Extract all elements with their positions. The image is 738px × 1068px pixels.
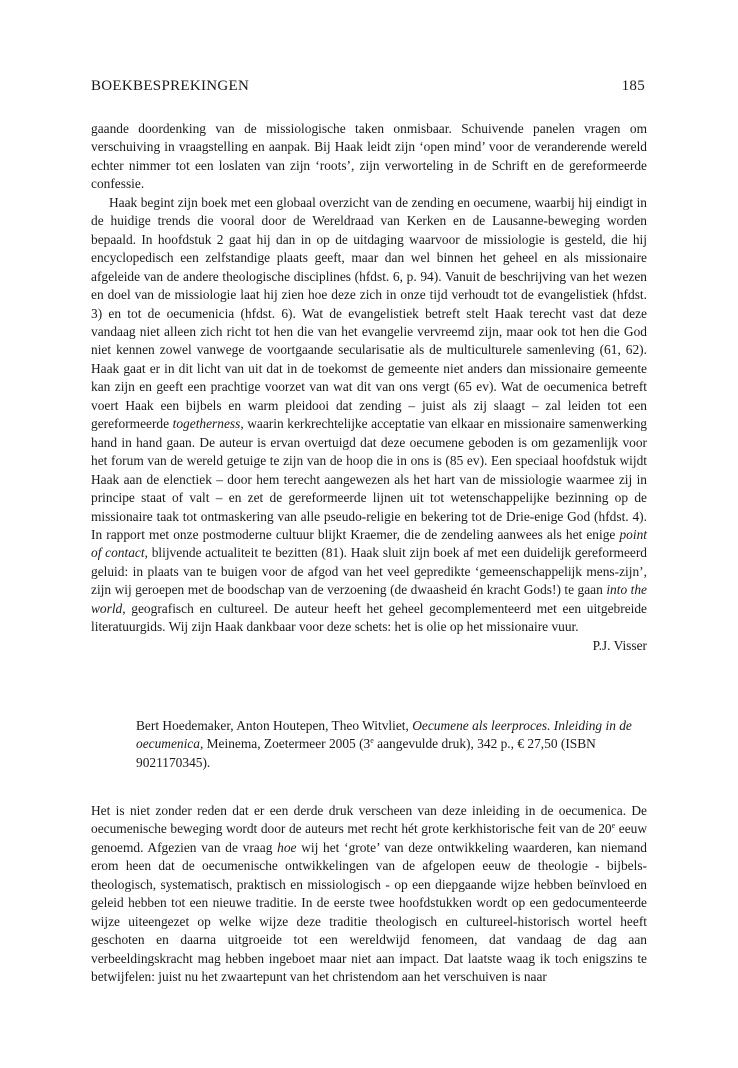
paragraph-text: , waarin kerkrechtelijke acceptatie van elkaar en missionaire samenwerking hand in hand gaan. De auteur is ervan overtuigd dat deze oecumene geboden is om gezamenlijk voor het forum van de wereld getuige te zijn van de hoop die in ons is (85 ev). Een speciaal hoofdstuk wijdt Haak aan de elenctiek – door hem terecht aangewezen als het hart van de missiologie waarmee zij in principe staat of valt – en zet de gereformeerde lijnen uit tot wetenschappelijke bezinning op de missionaire taak tot ontmaskering van alle pseudo-religie en bekering tot de Drie-enige God (hfdst. 4). In rapport met onze postmoderne cultuur blijkt Kraemer, die de zendeling aanwees als het enige <box>91 416 647 542</box>
emphasis-text: into the world <box>91 582 647 616</box>
review-two <box>91 802 647 987</box>
review-one-paragraph-1: gaande doordenking van de missiologische taken onmisbaar. Schuivende panelen vragen om verschuiving in vraagstelling en aanpak. Bij Haak leidt zijn ‘open mind’ voor de veranderende wereld echter nimmer tot een loslaten van zijn ‘roots’, zijn verworteling in de Schrift en de gereformeerde confessie. <box>91 121 647 192</box>
superscript: e <box>611 821 616 831</box>
reviewer-signature: P.J. Visser <box>592 637 647 653</box>
emphasis-text: togetherness <box>172 416 241 432</box>
paragraph-text: eeuw genoemd. Afgezien van de vraag <box>91 821 648 855</box>
paragraph-text: Het is niet zonder reden dat er een derde druk verscheen van deze inleiding in de oecumenica. De oecumenische beweging wordt door de auteurs met recht hét grote kerkhistorische feit van de 20 <box>91 803 647 837</box>
citation-authors: Bert Hoedemaker, Anton Houtepen, Theo Witvliet, <box>136 718 413 733</box>
review-two-paragraph-1 <box>91 802 647 987</box>
review-one-paragraph-2 <box>91 194 647 637</box>
book-citation <box>136 717 648 772</box>
section-title: BOEKBESPREKINGEN <box>91 78 250 94</box>
emphasis-text: hoe <box>277 839 297 855</box>
citation-book-title: Oecumene als leerproces. Inleiding in de oecumenica <box>136 718 632 752</box>
paragraph-text: , blijvende actualiteit te bezitten (81). Haak sluit zijn boek af met een duidelijk gereformeerd geluid: in plaats van te buigen voor de afgod van het veel gepredikte ‘gemeenschappelijk mens-zijn’, zijn wij geroepen met de boodschap van de verzoening (de dwaasheid én kracht Gods!) te gaan <box>91 545 648 598</box>
citation-details: aangevulde druk), 342 p., € 27,50 (ISBN 9021170345). <box>136 736 596 770</box>
review-one <box>91 120 647 655</box>
paragraph-text: , geografisch en cultureel. De auteur heeft het geheel gecomplementeerd met een uitgebreide literatuurgids. Wij zijn Haak dankbaar voor deze schets: het is olie op het missionaire vuur. <box>91 600 647 635</box>
paragraph-text: wij het ‘grote’ van deze ontwikkeling waarderen, kan niemand erom heen dat de oecumenische ontwikkelingen van de afgelopen eeuw de theologie - bijbels-theologisch, systematisch, praktisch en missiologisch - op een diepgaande wijze hebben beïnvloed en geleid hebben tot een nieuwe traditie. In de eerste twee hoofdstukken wordt op een gedocumenteerde wijze uiteengezet op welke wijze deze traditie theologisch en cultureel-historisch wortel heeft geschoten en daarna uitgroeide tot een wereldwijd fenomeen, dat vandaag de dag aan verbeeldingskracht mag hebben ingeboet maar niet aan impact. Dat laatste waag ik toch enigszins te betwijfelen: juist nu het zwaartepunt van het christendom aan het verschuiven is naar <box>91 839 648 985</box>
page-number: 185 <box>621 78 645 94</box>
citation-publisher: , Meinema, Zoetermeer 2005 (3 <box>199 736 371 752</box>
paragraph-text: Haak begint zijn boek met een globaal overzicht van de zending en oecumene, waarbij hij eindigt in de huidige trends die vooral door de Wereldraad van Kerken en de Lausanne-beweging worden bepaald. In hoofdstuk 2 gaat hij dan in op de uitdaging waarvoor de missiologie is gesteld, die hij encyclopedisch een zelfstandige plaats geeft, maar dan wel binnen het geheel en als missionaire afgeleide van de andere theologische disciplines (hfdst. 6, p. 94). Vanuit de beschrijving van het wezen en doel van de missiologie laat hij zien hoe deze zich in onze tijd verhoudt tot de evangelistiek (hfdst. 3) en tot de oecumenicia (hfdst. 6). Wat de evangelistiek betreft stelt Haak terecht vast dat deze vandaag niet alleen zich richt tot hen die van het evangelie vervreemd zijn, maar ook tot hen die God niet kennen zowel vanwege de voortgaande secularisatie als de multiculturele samenleving (61, 62). Haak gaat er in dit licht van uit dat in de toekomst de gemeente niet anders dan missionaire gemeente kan zijn en geeft een prachtige voorzet van wat dit van ons vergt (65 ev). Wat de oecumenica betreft voert Haak een bijbels en warm pleidooi dat zending – juist als zij slaagt – zal leiden tot een gereformeerde <box>91 194 647 432</box>
emphasis-text: point of contact <box>91 526 647 561</box>
citation-superscript: e <box>370 736 374 746</box>
